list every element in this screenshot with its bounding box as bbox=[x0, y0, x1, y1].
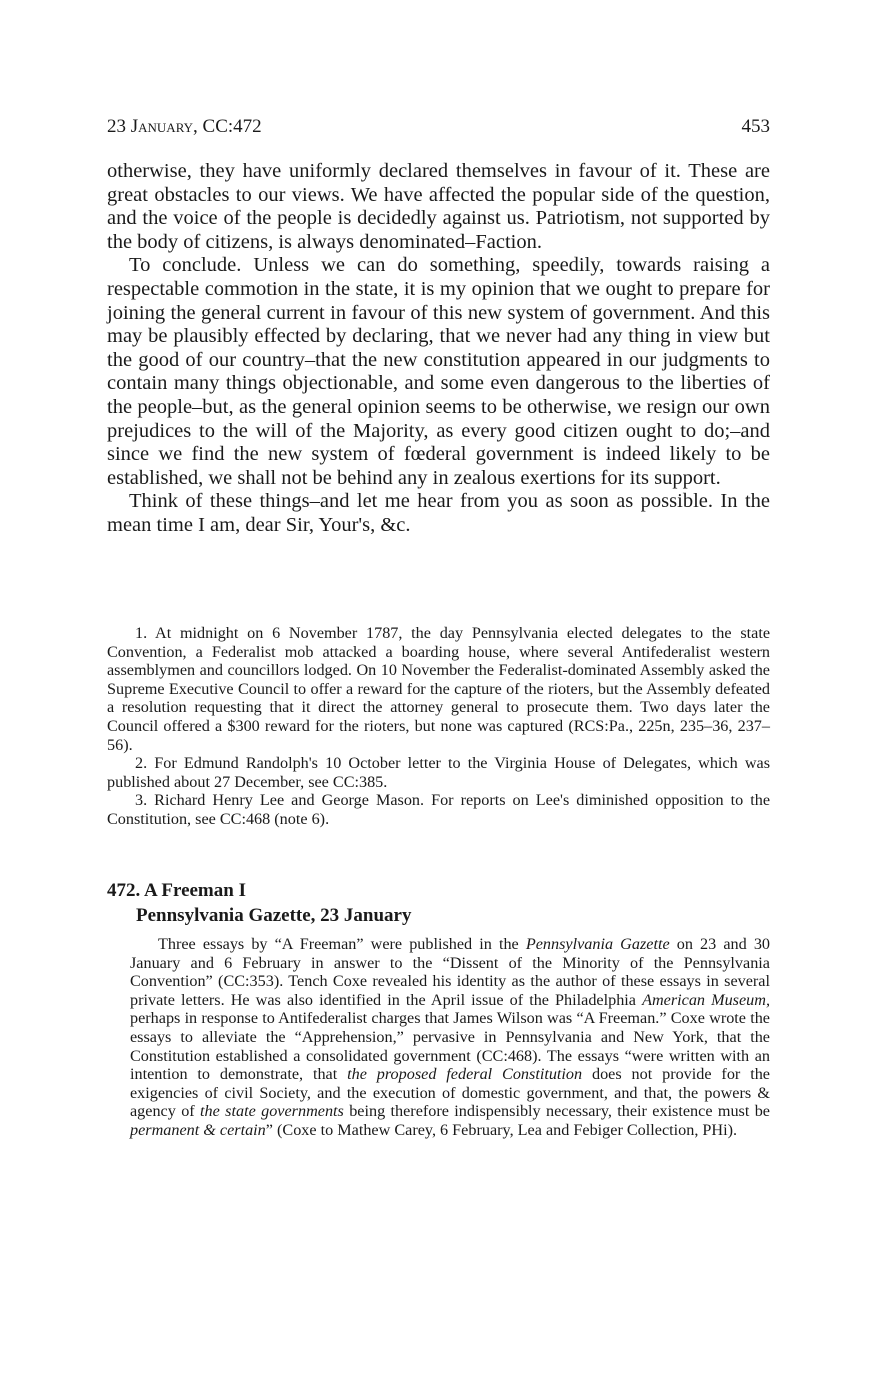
section-subtitle: Pennsylvania Gazette, 23 January bbox=[136, 905, 412, 926]
intro-italic: permanent & certain bbox=[130, 1120, 266, 1139]
running-head-date: 23 January, CC:472 bbox=[107, 116, 262, 137]
intro-text: on 23 and 30 January and 6 February in answer to the “Dissent of the Minority of the Pennsylvania Convention” (CC:353). Tench Coxe revealed his identity as the author of these essays in several private letters. He was also identified in the April issue of the Philadelphia bbox=[130, 935, 771, 1009]
footnote: 2. For Edmund Randolph's 10 October letter to the Virginia House of Delegates, which was published about 27 December, see CC:385. bbox=[107, 754, 770, 791]
body-paragraph: Think of these things–and let me hear from you as soon as possible. In the mean time I am, dear Sir, Your's, &c. bbox=[107, 490, 770, 536]
intro-italic: the state governments bbox=[200, 1102, 344, 1121]
intro-text: does not provide for the exigencies of civil Society, and the execution of domestic government, and that, the powers & agency of bbox=[130, 1065, 770, 1121]
intro-paragraph bbox=[130, 935, 770, 1140]
body-paragraph: To conclude. Unless we can do something, speedily, towards raising a respectable commotion in the state, it is my opinion that we ought to prepare for joining the general current in favour of this new system of government. And this may be plausibly effected by declaring, that we never had any thing in view but the good of our country–that the new constitution appeared in our judgments to contain many things objectionable, and some even dangerous to the liberties of the people–but, as the general opinion seems to be otherwise, we resign our own prejudices to the will of the Majority, as every good citizen ought to do;–and since we find the new system of fœderal government is indeed likely to be established, we shall not be behind any in zealous exertions for its support. bbox=[107, 254, 770, 489]
intro-text: Three essays by “A Freeman” were published in the bbox=[158, 935, 526, 953]
running-head bbox=[107, 116, 770, 138]
intro-text: ” (Coxe to Mathew Carey, 6 February, Lea and Febiger Collection, PHi). bbox=[265, 1120, 738, 1139]
intro-italic: the proposed federal Constitution bbox=[347, 1065, 583, 1084]
letter-body bbox=[107, 160, 770, 538]
intro-italic: American Museum, bbox=[642, 990, 770, 1009]
section-heading bbox=[107, 878, 770, 928]
section-title: 472. A Freeman I bbox=[107, 880, 246, 901]
body-paragraph: otherwise, they have uniformly declared themselves in favour of it. These are great obstacles to our views. We have affected the popular side of the question, and the voice of the people is decidedly against us. Patriotism, not supported by the body of citizens, is always denominated–Faction. bbox=[107, 160, 770, 253]
intro-italic: Pennsylvania Gazette bbox=[525, 935, 670, 953]
page-number: 453 bbox=[741, 116, 770, 137]
footnotes bbox=[107, 624, 770, 829]
intro-text: perhaps in response to Antifederalist charges that James Wilson was “A Freeman.” Coxe wrote the essays to alleviate the “Apprehension,” pervasive in Pennsylvania and New York, that the Constitution established a consolidated government (CC:468). The essays “were written with an intention to demonstrate, that bbox=[130, 1009, 770, 1084]
footnote: 1. At midnight on 6 November 1787, the day Pennsylvania elected delegates to the state Convention, a Federalist mob attacked a boarding house, where several Antifederalist western assemblymen and councillors lodged. On 10 November the Federalist-dominated Assembly asked the Supreme Executive Council to offer a reward for the capture of the rioters, but the Assembly defeated a resolution requesting that it direct the attorney general to prosecute them. Two days later the Council offered a $300 reward for the rioters, but none was captured (RCS:Pa., 225n, 235–36, 237–56). bbox=[107, 624, 770, 754]
intro-text: being therefore indispensibly necessary, their existence must be bbox=[343, 1102, 770, 1121]
editorial-introduction bbox=[130, 935, 770, 1140]
footnote: 3. Richard Henry Lee and George Mason. For reports on Lee's diminished opposition to the Constitution, see CC:468 (note 6). bbox=[107, 791, 770, 828]
